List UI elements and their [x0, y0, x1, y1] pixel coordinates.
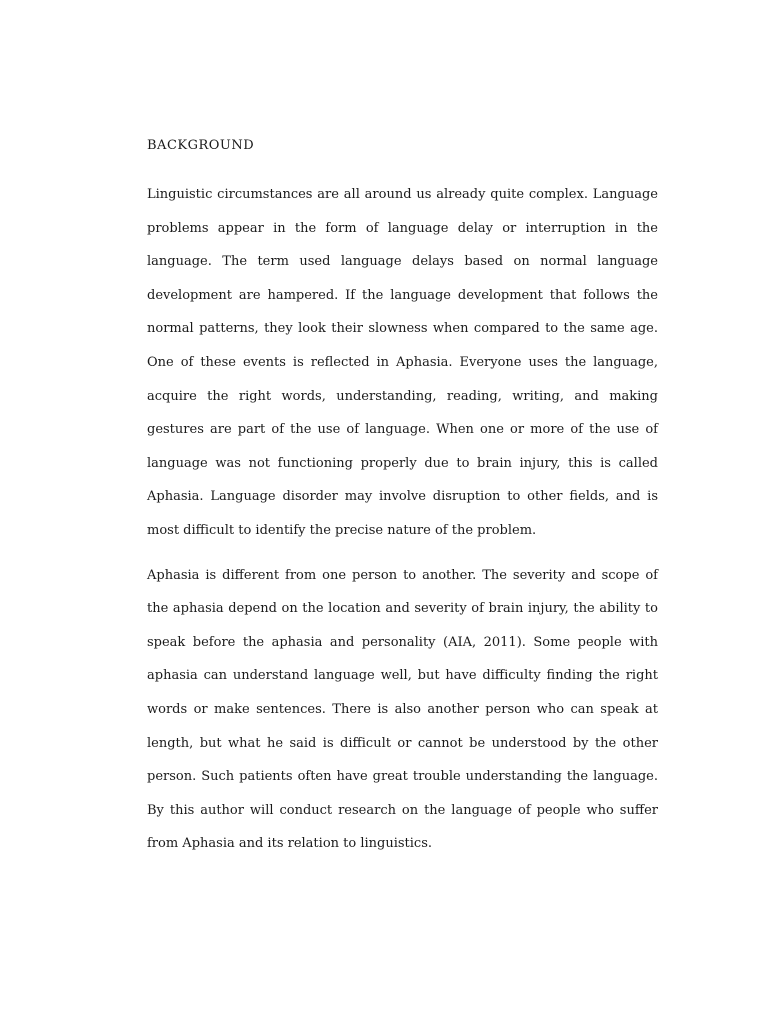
document-body [147, 136, 658, 861]
section-heading: BACKGROUND [147, 138, 255, 153]
paragraph-1: Linguistic circumstances are all around us already quite complex. Language problems appear in the form of language delay or interruption in the language. The term used language delays based on normal language development are hampered. If the language development that follows the normal patterns, they look their slowness when compared to the same age. One of these events is reflected in Aphasia. Everyone uses the language, acquire the right words, understanding, reading, writing, and making gestures are part of the use of language. When one or more of the use of language was not functioning properly due to brain injury, this is called Aphasia. Language disorder may involve disruption to other fields, and is most difficult to identify the precise nature of the problem. [147, 187, 658, 538]
paragraph-2: Aphasia is different from one person to another. The severity and scope of the aphasia depend on the location and severity of brain injury, the ability to speak before the aphasia and personality (AIA, 2011). Some people with aphasia can understand language well, but have difficulty finding the right words or make sentences. There is also another person who can speak at length, but what he said is difficult or cannot be understood by the other person. Such patients often have great trouble understanding the language. By this author will conduct research on the language of people who suffer from Aphasia and its relation to linguistics. [147, 567, 658, 852]
